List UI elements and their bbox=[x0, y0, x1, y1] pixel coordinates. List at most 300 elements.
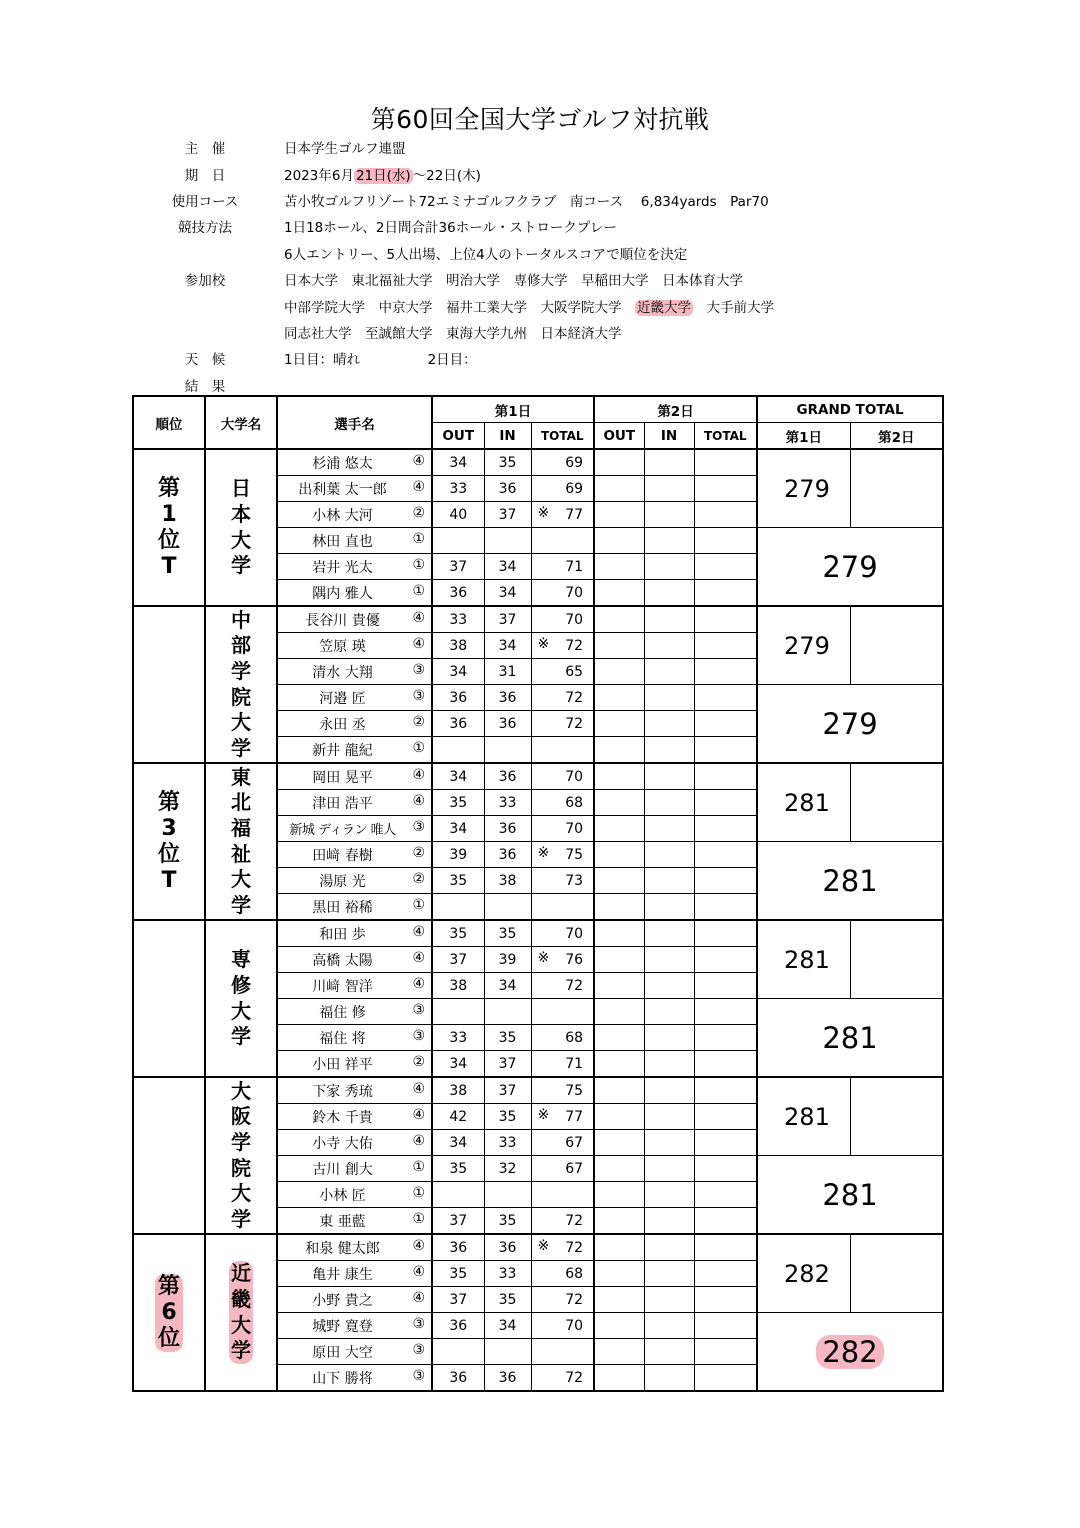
player-cell bbox=[277, 528, 432, 554]
day1-total bbox=[531, 1234, 594, 1261]
player-name: 岩井 光太 bbox=[312, 560, 373, 576]
player-name: 津田 浩平 bbox=[312, 796, 373, 812]
player-name: 原田 大空 bbox=[312, 1345, 373, 1361]
day2-total bbox=[694, 554, 757, 580]
university-cell bbox=[205, 606, 277, 763]
day1-total bbox=[531, 449, 594, 476]
day1-total bbox=[531, 1182, 594, 1208]
day1-in: 39 bbox=[484, 947, 531, 973]
player-year: ① bbox=[412, 1159, 425, 1175]
day2-total bbox=[694, 973, 757, 999]
day2-total bbox=[694, 528, 757, 554]
player-year: ① bbox=[412, 897, 425, 913]
table-row bbox=[133, 606, 943, 633]
excluded-mark: ※ bbox=[537, 1238, 550, 1254]
player-name: 東 亜藍 bbox=[319, 1214, 366, 1230]
info-row bbox=[150, 319, 930, 345]
day1-out bbox=[432, 894, 484, 921]
player-cell bbox=[277, 1077, 432, 1104]
day1-out: 36 bbox=[432, 580, 484, 607]
player-name: 城野 寛登 bbox=[312, 1319, 373, 1335]
table-row bbox=[133, 1077, 943, 1104]
info-value bbox=[260, 164, 481, 184]
day2-total bbox=[694, 1208, 757, 1235]
day1-total bbox=[531, 476, 594, 502]
header-grand-total: GRAND TOTAL bbox=[757, 396, 943, 423]
day2-total bbox=[694, 1365, 757, 1392]
player-cell bbox=[277, 1156, 432, 1182]
rank-label: 第3位T bbox=[157, 789, 180, 893]
day2-total bbox=[694, 1313, 757, 1339]
day1-out: 38 bbox=[432, 973, 484, 999]
day1-total bbox=[531, 1339, 594, 1365]
university-cell bbox=[205, 1077, 277, 1234]
day2-in bbox=[644, 659, 694, 685]
day2-in bbox=[644, 1156, 694, 1182]
player-cell bbox=[277, 1182, 432, 1208]
day2-in bbox=[644, 1051, 694, 1078]
info-row bbox=[150, 345, 930, 371]
day1-total-value: 70 bbox=[565, 820, 584, 837]
day1-total bbox=[531, 842, 594, 868]
player-year: ③ bbox=[412, 1368, 425, 1384]
day1-in: 36 bbox=[484, 685, 531, 711]
player-year: ④ bbox=[412, 636, 425, 652]
info-row bbox=[150, 160, 930, 186]
day1-out: 37 bbox=[432, 554, 484, 580]
player-year: ④ bbox=[412, 1264, 425, 1280]
player-cell bbox=[277, 476, 432, 502]
day1-total bbox=[531, 868, 594, 894]
day2-in bbox=[644, 580, 694, 607]
university-name: 専修大学 bbox=[231, 947, 251, 1049]
day1-in: 35 bbox=[484, 920, 531, 947]
player-cell bbox=[277, 1261, 432, 1287]
day1-total-value: 67 bbox=[565, 1134, 584, 1151]
day1-total-value: 72 bbox=[565, 1291, 584, 1308]
day1-total bbox=[531, 1156, 594, 1182]
day2-out bbox=[594, 659, 644, 685]
day2-total bbox=[694, 633, 757, 659]
day2-total bbox=[694, 685, 757, 711]
info-value-part: 中部学院大学 中京大学 福井工業大学 大阪学院大学 bbox=[284, 299, 635, 316]
day2-out bbox=[594, 1156, 644, 1182]
header-gt-day1: 第1日 bbox=[757, 423, 850, 450]
header-rank: 順位 bbox=[133, 396, 205, 449]
day1-in bbox=[484, 737, 531, 764]
day1-total bbox=[531, 763, 594, 790]
day1-out bbox=[432, 1182, 484, 1208]
day2-in bbox=[644, 1365, 694, 1392]
day2-in bbox=[644, 737, 694, 764]
day2-total bbox=[694, 763, 757, 790]
day2-total bbox=[694, 502, 757, 528]
player-cell bbox=[277, 449, 432, 476]
day1-total-value: 72 bbox=[565, 689, 584, 706]
day1-out: 35 bbox=[432, 1261, 484, 1287]
day1-total bbox=[531, 737, 594, 764]
player-name: 福住 修 bbox=[319, 1005, 366, 1021]
player-year: ② bbox=[412, 845, 425, 861]
day2-in bbox=[644, 947, 694, 973]
day2-out bbox=[594, 633, 644, 659]
info-value-part: 大手前大学 bbox=[693, 299, 774, 316]
info-value-part: 〜22日(木) bbox=[412, 167, 481, 184]
player-cell bbox=[277, 947, 432, 973]
day2-out bbox=[594, 1051, 644, 1078]
day2-total bbox=[694, 1130, 757, 1156]
day1-total bbox=[531, 1077, 594, 1104]
day2-out bbox=[594, 711, 644, 737]
day1-out: 38 bbox=[432, 1077, 484, 1104]
header-total-2: TOTAL bbox=[694, 423, 757, 450]
day1-in: 38 bbox=[484, 868, 531, 894]
page-title: 第60回全国大学ゴルフ対抗戦 bbox=[370, 105, 710, 134]
day1-in: 31 bbox=[484, 659, 531, 685]
grand-total-value: 279 bbox=[822, 706, 878, 741]
day1-total-value: 65 bbox=[565, 663, 584, 680]
day2-total bbox=[694, 1077, 757, 1104]
day2-total bbox=[694, 449, 757, 476]
day2-total bbox=[694, 1051, 757, 1078]
day2-in bbox=[644, 1261, 694, 1287]
day1-out bbox=[432, 999, 484, 1025]
day1-in bbox=[484, 1339, 531, 1365]
player-year: ② bbox=[412, 714, 425, 730]
day2-out bbox=[594, 685, 644, 711]
day1-in: 32 bbox=[484, 1156, 531, 1182]
player-cell bbox=[277, 1208, 432, 1235]
day1-out: 35 bbox=[432, 868, 484, 894]
day1-total-value: 72 bbox=[565, 1212, 584, 1229]
player-year: ③ bbox=[412, 819, 425, 835]
day1-out: 33 bbox=[432, 606, 484, 633]
day1-in: 36 bbox=[484, 1234, 531, 1261]
day1-total bbox=[531, 1051, 594, 1078]
player-cell bbox=[277, 685, 432, 711]
player-cell bbox=[277, 763, 432, 790]
player-name: 田﨑 春樹 bbox=[312, 848, 373, 864]
day2-out bbox=[594, 1339, 644, 1365]
day2-in bbox=[644, 476, 694, 502]
player-year: ③ bbox=[412, 662, 425, 678]
day1-total-value: 69 bbox=[565, 454, 584, 471]
day1-in: 37 bbox=[484, 606, 531, 633]
player-name: 杉浦 悠太 bbox=[312, 456, 373, 472]
day1-in: 35 bbox=[484, 1104, 531, 1130]
player-name: 小野 貴之 bbox=[312, 1293, 373, 1309]
day1-in: 36 bbox=[484, 1365, 531, 1392]
player-cell bbox=[277, 1287, 432, 1313]
day1-total-value: 68 bbox=[565, 794, 584, 811]
player-name: 新城 ディラン 唯人 bbox=[289, 823, 396, 838]
day1-out: 33 bbox=[432, 1025, 484, 1051]
day1-total-value: 67 bbox=[565, 1160, 584, 1177]
player-cell bbox=[277, 973, 432, 999]
day1-in: 36 bbox=[484, 842, 531, 868]
player-cell bbox=[277, 502, 432, 528]
excluded-mark: ※ bbox=[537, 845, 550, 861]
gt-day1-total: 281 bbox=[757, 1077, 850, 1156]
rank-label: 第1位T bbox=[157, 475, 180, 579]
day2-total bbox=[694, 920, 757, 947]
day2-in bbox=[644, 1234, 694, 1261]
day2-out bbox=[594, 580, 644, 607]
player-year: ④ bbox=[412, 1290, 425, 1306]
player-year: ④ bbox=[412, 479, 425, 495]
info-value: 同志社大学 至誠館大学 東海大学九州 日本経済大学 bbox=[284, 325, 622, 342]
info-value: 日本学生ゴルフ連盟 bbox=[284, 141, 406, 158]
day1-out: 34 bbox=[432, 763, 484, 790]
info-row bbox=[150, 292, 930, 318]
player-name: 湯原 光 bbox=[319, 874, 366, 890]
day2-out bbox=[594, 1130, 644, 1156]
day1-total-value: 68 bbox=[565, 1265, 584, 1282]
day2-total bbox=[694, 868, 757, 894]
day2-total bbox=[694, 999, 757, 1025]
day1-out: 39 bbox=[432, 842, 484, 868]
day2-total bbox=[694, 580, 757, 607]
day1-in: 35 bbox=[484, 1208, 531, 1235]
header-in-2: IN bbox=[644, 423, 694, 450]
gt-day2-total bbox=[850, 606, 943, 685]
info-label: 天 候 bbox=[184, 352, 226, 369]
info-label: 競技方法 bbox=[178, 220, 232, 237]
gt-day2-total bbox=[850, 449, 943, 528]
gt-day2-total bbox=[850, 1234, 943, 1313]
day1-total bbox=[531, 973, 594, 999]
player-name: 福住 将 bbox=[319, 1031, 366, 1047]
player-name: 出利葉 太一郎 bbox=[298, 482, 387, 498]
day1-total bbox=[531, 528, 594, 554]
player-name: 鈴木 千貴 bbox=[312, 1110, 373, 1126]
day1-in: 37 bbox=[484, 1077, 531, 1104]
day2-out bbox=[594, 1287, 644, 1313]
day1-total bbox=[531, 920, 594, 947]
day2-out bbox=[594, 763, 644, 790]
day2-in bbox=[644, 1287, 694, 1313]
day2-out bbox=[594, 1104, 644, 1130]
player-cell bbox=[277, 920, 432, 947]
player-cell bbox=[277, 790, 432, 816]
day2-in bbox=[644, 894, 694, 921]
grand-total-cell bbox=[757, 1313, 943, 1392]
day1-out: 37 bbox=[432, 1287, 484, 1313]
day1-out: 35 bbox=[432, 1156, 484, 1182]
university-cell bbox=[205, 920, 277, 1077]
player-name: 高橋 太陽 bbox=[312, 953, 373, 969]
day1-total-value: 77 bbox=[565, 1108, 584, 1125]
day2-out bbox=[594, 1025, 644, 1051]
day2-out bbox=[594, 1365, 644, 1392]
day2-total bbox=[694, 1339, 757, 1365]
info-label: 期 日 bbox=[184, 167, 226, 184]
info-value: 1日18ホール、2日間合計36ホール・ストロークプレー bbox=[284, 220, 617, 237]
day2-in bbox=[644, 1104, 694, 1130]
university-cell bbox=[205, 449, 277, 606]
day1-in: 35 bbox=[484, 449, 531, 476]
header-out-2: OUT bbox=[594, 423, 644, 450]
grand-total-value: 281 bbox=[822, 1020, 878, 1055]
day1-total bbox=[531, 1208, 594, 1235]
player-cell bbox=[277, 633, 432, 659]
gt-day1-total: 279 bbox=[757, 449, 850, 528]
day1-in: 33 bbox=[484, 790, 531, 816]
day1-total-value: 72 bbox=[565, 637, 584, 654]
day2-out bbox=[594, 502, 644, 528]
day2-in bbox=[644, 1025, 694, 1051]
university-name: 東北福祉大学 bbox=[231, 764, 251, 917]
info-value-part: 2023年6月 bbox=[284, 167, 354, 184]
day2-total bbox=[694, 737, 757, 764]
day1-total-value: 70 bbox=[565, 584, 584, 601]
info-row bbox=[150, 240, 930, 266]
day1-out: 33 bbox=[432, 476, 484, 502]
day1-in: 33 bbox=[484, 1261, 531, 1287]
player-year: ① bbox=[412, 583, 425, 599]
player-name: 岡田 晃平 bbox=[312, 770, 373, 786]
header-out-1: OUT bbox=[432, 423, 484, 450]
day1-total-value: 69 bbox=[565, 480, 584, 497]
gt-day2-total bbox=[850, 1077, 943, 1156]
day1-out: 37 bbox=[432, 1208, 484, 1235]
day2-in bbox=[644, 554, 694, 580]
grand-total-cell bbox=[757, 842, 943, 921]
gt-day1-total: 279 bbox=[757, 606, 850, 685]
day1-total bbox=[531, 1130, 594, 1156]
day2-in bbox=[644, 790, 694, 816]
day2-in bbox=[644, 502, 694, 528]
player-cell bbox=[277, 999, 432, 1025]
day1-total-value: 71 bbox=[565, 1055, 584, 1072]
header-gt-day2: 第2日 bbox=[850, 423, 943, 450]
day2-in bbox=[644, 842, 694, 868]
day2-in bbox=[644, 1208, 694, 1235]
day1-in: 34 bbox=[484, 554, 531, 580]
day1-total bbox=[531, 947, 594, 973]
player-year: ① bbox=[412, 1211, 425, 1227]
day1-total bbox=[531, 580, 594, 607]
player-year: ④ bbox=[412, 767, 425, 783]
day2-out bbox=[594, 528, 644, 554]
info-row bbox=[150, 187, 930, 213]
excluded-mark: ※ bbox=[537, 1107, 550, 1123]
day2-total bbox=[694, 947, 757, 973]
day2-in bbox=[644, 999, 694, 1025]
player-cell bbox=[277, 580, 432, 607]
day1-total-value: 70 bbox=[565, 611, 584, 628]
player-name: 小田 祥平 bbox=[312, 1057, 373, 1073]
day1-in: 34 bbox=[484, 580, 531, 607]
player-name: 川﨑 智洋 bbox=[312, 979, 373, 995]
grand-total-cell bbox=[757, 1156, 943, 1235]
day1-out: 36 bbox=[432, 711, 484, 737]
gt-day2-total bbox=[850, 920, 943, 999]
info-row bbox=[150, 372, 930, 398]
day2-out bbox=[594, 947, 644, 973]
info-value: 苫小牧ゴルフリゾート72エミナゴルフクラブ 南コース 6,834yards Par70 bbox=[284, 193, 769, 210]
day1-out: 37 bbox=[432, 947, 484, 973]
day1-total bbox=[531, 711, 594, 737]
day2-out bbox=[594, 1182, 644, 1208]
player-name: 笠原 瑛 bbox=[319, 639, 366, 655]
day1-in: 36 bbox=[484, 816, 531, 842]
day2-in bbox=[644, 711, 694, 737]
day1-total bbox=[531, 1025, 594, 1051]
day2-total bbox=[694, 659, 757, 685]
player-name: 長谷川 貴優 bbox=[305, 613, 380, 629]
gt-day1-total: 281 bbox=[757, 763, 850, 842]
day2-out bbox=[594, 790, 644, 816]
day1-in: 33 bbox=[484, 1130, 531, 1156]
rank-cell bbox=[133, 763, 205, 920]
info-row bbox=[150, 134, 930, 160]
day1-total bbox=[531, 1313, 594, 1339]
grand-total-value: 281 bbox=[822, 863, 878, 898]
day2-total bbox=[694, 711, 757, 737]
player-cell bbox=[277, 894, 432, 921]
day1-out: 34 bbox=[432, 1130, 484, 1156]
player-year: ④ bbox=[412, 1107, 425, 1123]
day1-total-value: 72 bbox=[565, 1239, 584, 1256]
day2-out bbox=[594, 737, 644, 764]
day1-total bbox=[531, 1261, 594, 1287]
day2-in bbox=[644, 973, 694, 999]
player-cell bbox=[277, 868, 432, 894]
day2-out bbox=[594, 920, 644, 947]
day1-in: 36 bbox=[484, 476, 531, 502]
day1-in bbox=[484, 999, 531, 1025]
day2-in bbox=[644, 1077, 694, 1104]
day1-total bbox=[531, 633, 594, 659]
day1-in: 37 bbox=[484, 1051, 531, 1078]
day2-out bbox=[594, 1261, 644, 1287]
player-name: 隅内 雅人 bbox=[312, 586, 373, 602]
day1-total-value: 76 bbox=[565, 951, 584, 968]
player-year: ③ bbox=[412, 1002, 425, 1018]
player-year: ② bbox=[412, 871, 425, 887]
excluded-mark: ※ bbox=[537, 636, 550, 652]
day2-out bbox=[594, 1234, 644, 1261]
player-name: 新井 龍紀 bbox=[312, 743, 373, 759]
player-year: ① bbox=[412, 1185, 425, 1201]
player-year: ③ bbox=[412, 1028, 425, 1044]
day1-total-value: 70 bbox=[565, 768, 584, 785]
day2-total bbox=[694, 790, 757, 816]
day2-out bbox=[594, 973, 644, 999]
day1-out: 34 bbox=[432, 449, 484, 476]
gt-day1-total: 282 bbox=[757, 1234, 850, 1313]
day1-out: 36 bbox=[432, 1234, 484, 1261]
university-name: 中部学院大学 bbox=[231, 607, 251, 760]
player-name: 清水 大翔 bbox=[312, 665, 373, 681]
day1-total-value: 70 bbox=[565, 1317, 584, 1334]
day1-total bbox=[531, 554, 594, 580]
info-value: 6人エントリー、5人出場、上位4人のトータルスコアで順位を決定 bbox=[284, 246, 688, 263]
player-cell bbox=[277, 1234, 432, 1261]
day1-out: 35 bbox=[432, 790, 484, 816]
header-day1: 第1日 bbox=[432, 396, 594, 423]
player-cell bbox=[277, 1051, 432, 1078]
day2-out bbox=[594, 842, 644, 868]
player-cell bbox=[277, 606, 432, 633]
info-row bbox=[150, 266, 930, 292]
rank-cell bbox=[133, 449, 205, 606]
day1-out: 34 bbox=[432, 1051, 484, 1078]
day1-out bbox=[432, 737, 484, 764]
university-name: 大阪学院大学 bbox=[231, 1078, 251, 1231]
header-player: 選手名 bbox=[277, 396, 432, 449]
